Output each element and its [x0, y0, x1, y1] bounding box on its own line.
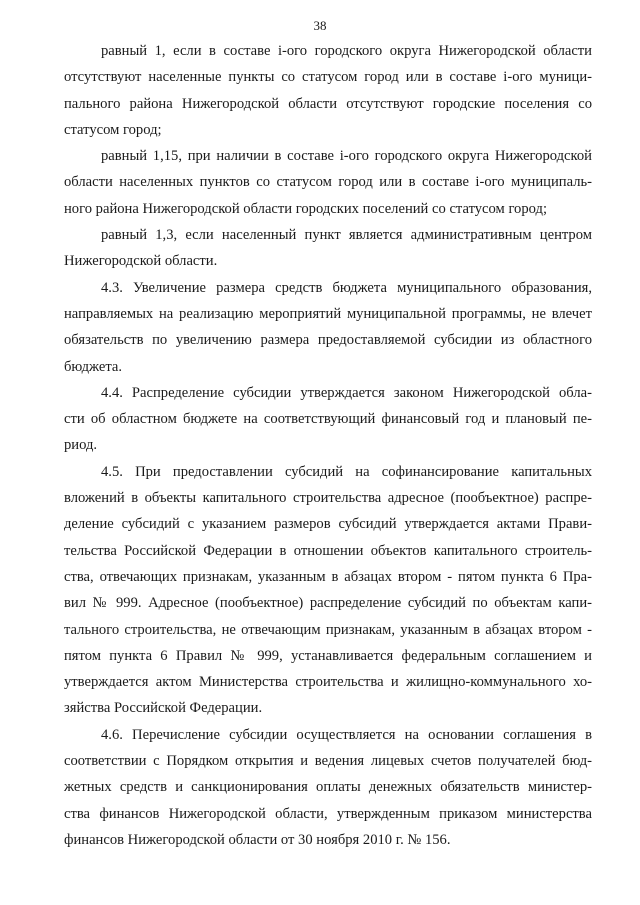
text-line: Нижегородской области. — [64, 253, 218, 270]
text-line: ства финансов Нижегородской области, утвержденным приказом министерства — [64, 805, 592, 822]
text-line: статусом город; — [64, 121, 162, 138]
text-line: 4.4. Распределение субсидии утверждается законом Нижегородской обла- — [101, 384, 592, 401]
text-line: отсутствуют населенные пункты со статусом город или в составе i-ого муници- — [64, 69, 592, 86]
text-line: пятом пункта 6 Правил № 999, устанавливается федеральным соглашением и — [64, 647, 592, 664]
text-line: 4.3. Увеличение размера средств бюджета муниципального образования, — [101, 279, 592, 296]
text-line: зяйства Российской Федерации. — [64, 700, 263, 717]
text-line: тельства Российской Федерации в отношении объектов капитального строитель- — [64, 542, 592, 559]
text-line: 4.5. При предоставлении субсидий на софинансирование капитальных — [101, 463, 592, 480]
text-line: соответствии с Порядком открытия и ведения лицевых счетов получателей бюд- — [64, 753, 592, 770]
text-line: области населенных пунктов со статусом город или в составе i-ого муниципаль- — [64, 174, 592, 191]
text-line: ного района Нижегородской области городских поселений со статусом город; — [64, 200, 548, 217]
text-line: 4.6. Перечисление субсидии осуществляется на основании соглашения в — [101, 726, 592, 743]
text-line: вложений в объекты капитального строительства адресное (пообъектное) распре- — [64, 490, 592, 507]
text-line: равный 1,15, при наличии в составе i-ого городского округа Нижегородской — [101, 148, 592, 165]
text-line: направляемых на реализацию мероприятий муниципальной программы, не влечет — [64, 305, 592, 322]
text-line: равный 1, если в составе i-ого городского округа Нижегородской области — [101, 43, 592, 59]
text-line: бюджета. — [64, 358, 123, 375]
text-line: риод. — [64, 437, 98, 454]
text-line: обязательств по увеличению размера предоставляемой субсидии из областного — [64, 332, 592, 349]
document-body — [64, 38, 592, 853]
text-line: ства, отвечающих признакам, указанным в абзацах втором - пятом пункта 6 Пра- — [64, 568, 592, 585]
text-line: деление субсидий с указанием размеров субсидий утверждается актами Прави- — [64, 516, 592, 533]
text-line: финансов Нижегородской области от 30 ноября 2010 г. № 156. — [64, 831, 451, 848]
text-line: сти об областном бюджете на соответствующий финансовый год и плановый пе- — [64, 411, 592, 428]
text-line: утверждается актом Министерства строительства и жилищно-коммунального хо- — [64, 674, 592, 691]
page-number: 38 — [313, 18, 327, 33]
text-line: жетных средств и санкционирования оплаты денежных обязательств министер- — [64, 779, 592, 796]
text-line: вил № 999. Адресное (пообъектное) распределение субсидий по объектам капи- — [64, 595, 592, 612]
text-line: тального строительства, не отвечающим признакам, указанным в абзацах втором - — [64, 621, 592, 638]
text-line: пального района Нижегородской области отсутствуют городские поселения со — [64, 95, 592, 112]
text-line: равный 1,3, если населенный пункт является административным центром — [101, 227, 592, 244]
